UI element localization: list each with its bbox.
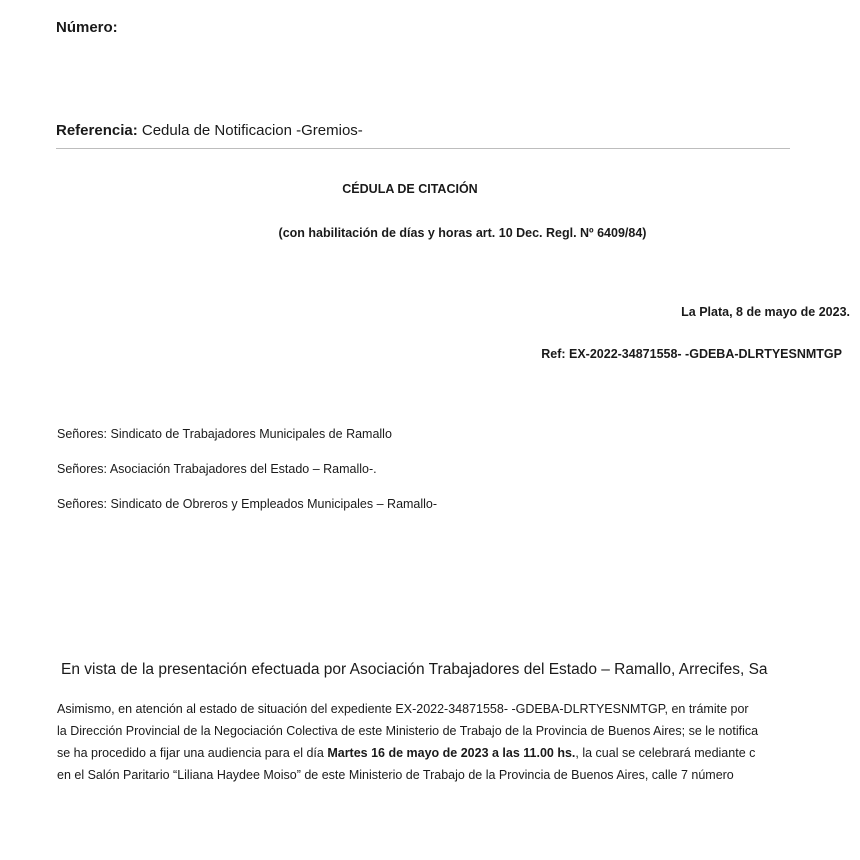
document-subtitle: (con habilitación de días y horas art. 10 Dec. Regl. Nº 6409/84) <box>278 226 647 240</box>
body-line-1: Asimismo, en atención al estado de situación del expediente EX-2022-34871558- -GDEBA-DLRTYESNMTGP, en trámite por <box>57 702 749 716</box>
numero-label: Número: <box>56 19 118 36</box>
recipient-1: Señores: Sindicato de Trabajadores Municipales de Ramallo <box>57 427 392 441</box>
body-line-3 <box>57 746 755 760</box>
body-line-3-post: , la cual se celebrará mediante c <box>575 746 756 760</box>
referencia-value: Cedula de Notificacion -Gremios- <box>137 122 363 139</box>
referencia-label: Referencia: <box>56 122 138 139</box>
reference-number: Ref: EX-2022-34871558- -GDEBA-DLRTYESNMTGP <box>541 347 842 361</box>
referencia-line <box>56 122 363 139</box>
hearing-date: Martes 16 de mayo de 2023 a las 11.00 hs. <box>327 746 576 760</box>
place-date: La Plata, 8 de mayo de 2023. <box>681 305 850 319</box>
body-line-2: la Dirección Provincial de la Negociación Colectiva de este Ministerio de Trabajo de la Provincia de Buenos Aires; se le notifica <box>57 724 759 738</box>
body-line-4: en el Salón Paritario “Liliana Haydee Moiso” de este Ministerio de Trabajo de la Provincia de Buenos Aires, calle 7 número <box>57 768 734 782</box>
document-title: CÉDULA DE CITACIÓN <box>342 182 478 196</box>
intro-paragraph: En vista de la presentación efectuada por Asociación Trabajadores del Estado – Ramallo, Arrecifes, Sa <box>61 661 768 678</box>
recipient-3: Señores: Sindicato de Obreros y Empleados Municipales – Ramallo- <box>57 497 438 511</box>
recipient-2: Señores: Asociación Trabajadores del Estado – Ramallo-. <box>57 462 377 476</box>
body-line-3-pre: se ha procedido a fijar una audiencia para el día <box>57 746 328 760</box>
header-divider <box>56 148 790 149</box>
